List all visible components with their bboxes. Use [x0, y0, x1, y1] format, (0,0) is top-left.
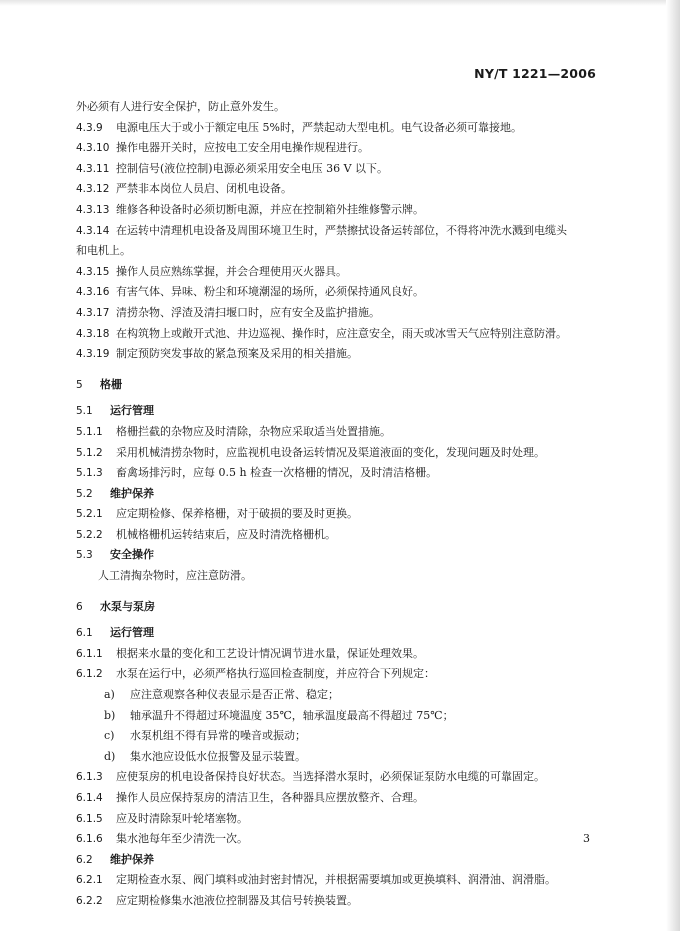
list-label: c)	[104, 729, 115, 743]
subsection-5-3-heading	[76, 545, 596, 566]
clause-text: 操作人员应熟练掌握，并会合理使用灭火器具。	[116, 264, 347, 278]
subsection-number: 5.2	[76, 487, 93, 500]
subsection-5-1-heading	[76, 401, 596, 422]
clause-text: 畜禽场排污时，应每 0.5 h 检查一次格栅的情况，及时清洁格栅。	[116, 466, 438, 480]
clause-6-1-3	[76, 767, 596, 788]
clause-6-2-2	[76, 891, 596, 912]
clause-number: 4.3.15	[76, 265, 110, 278]
subsection-number: 5.3	[76, 549, 93, 562]
subsection-number: 5.1	[76, 405, 93, 418]
spacer	[76, 365, 596, 375]
list-text: 水泵机组不得有异常的噪音或振动；	[130, 729, 306, 743]
subsection-6-2-heading	[76, 850, 596, 871]
subsection-title: 运行管理	[110, 404, 154, 418]
clause-text: 严禁非本岗位人员启、闭机电设备。	[116, 182, 292, 196]
clause-text: 有害气体、异味、粉尘和环境潮湿的场所，必须保持通风良好。	[116, 285, 424, 299]
clause-text: 定期检查水泵、阀门填料或油封密封情况，并根据需要填加或更换填料、润滑油、润滑脂。	[116, 873, 556, 887]
clause-number: 4.3.18	[76, 327, 110, 340]
list-label: a)	[104, 688, 115, 702]
clause-number: 5.1.2	[76, 446, 103, 459]
clause-4-3-17	[76, 303, 596, 324]
clause-number: 4.3.10	[76, 142, 110, 155]
clause-5-1-1	[76, 422, 596, 443]
clause-text: 集水池每年至少清洗一次。	[116, 832, 248, 846]
list-item-b	[76, 706, 596, 727]
paragraph-continuation: 外必须有人进行安全保护，防止意外发生。	[76, 100, 285, 113]
clause-text: 应定期检修、保养格栅，对于破损的要及时更换。	[116, 507, 358, 521]
subsection-title: 运行管理	[110, 626, 154, 640]
clause-5-1-2	[76, 443, 596, 464]
section-6-heading	[76, 597, 596, 618]
clause-number: 5.1.1	[76, 425, 103, 438]
clause-6-1-5	[76, 809, 596, 830]
clause-6-2-1	[76, 870, 596, 891]
section-title: 水泵与泵房	[100, 599, 155, 613]
clause-text: 操作电器开关时，应按电工安全用电操作规程进行。	[116, 141, 369, 155]
page-body	[76, 97, 596, 912]
clause-number: 6.1.2	[76, 668, 103, 681]
clause-4-3-10	[76, 138, 596, 159]
subsection-number: 6.2	[76, 853, 93, 866]
section-number: 5	[76, 378, 83, 391]
clause-6-1-4	[76, 788, 596, 809]
clause-text: 在构筑物上或敞开式池、井边巡视、操作时，应注意安全，雨天或冰雪天气应特别注意防滑。	[116, 326, 567, 340]
list-text: 轴承温升不得超过环境温度 35℃，轴承温度最高不得超过 75℃；	[130, 708, 454, 722]
clause-text: 格栅拦截的杂物应及时清除，杂物应采取适当处置措施。	[116, 424, 391, 438]
clause-number: 6.1.5	[76, 812, 103, 825]
clause-text: 机械格栅机运转结束后，应及时清洗格栅机。	[116, 527, 336, 541]
scan-top-shadow	[0, 0, 680, 6]
standard-code: NY/T 1221—2006	[474, 66, 596, 81]
subsection-5-2-heading	[76, 484, 596, 505]
clause-text: 采用机械清捞杂物时，应监视机电设备运转情况及渠道液面的变化，发现问题及时处理。	[116, 445, 545, 459]
clause-4-3-15	[76, 262, 596, 283]
list-label: d)	[104, 749, 116, 763]
clause-5-1-3	[76, 463, 596, 484]
clause-6-1-1	[76, 644, 596, 665]
scan-right-shadow	[666, 0, 680, 931]
section-title: 格栅	[100, 377, 122, 391]
clause-number: 4.3.12	[76, 183, 110, 196]
clause-text: 在运转中清理机电设备及周围环境卫生时，严禁擦拭设备运转部位，不得将冲洗水溅到电缆头	[116, 223, 567, 237]
clause-number: 5.1.3	[76, 467, 103, 480]
clause-text: 应使泵房的机电设备保持良好状态。当选择潜水泵时，必须保证泵防水电缆的可靠固定。	[116, 770, 545, 784]
list-text: 集水池应设低水位报警及显示装置。	[130, 749, 306, 763]
clause-4-3-16	[76, 282, 596, 303]
clause-number: 4.3.9	[76, 121, 103, 134]
clause-4-3-14	[76, 221, 596, 242]
clause-number: 4.3.13	[76, 203, 110, 216]
clause-number: 6.1.6	[76, 833, 103, 846]
clause-text: 清捞杂物、浮渣及清扫堰口时，应有安全及监护措施。	[116, 305, 380, 319]
clause-text: 水泵在运行中，必须严格执行巡回检查制度，并应符合下列规定：	[116, 667, 435, 681]
list-text: 应注意观察各种仪表显示是否正常、稳定；	[130, 688, 339, 702]
subsection-number: 6.1	[76, 627, 93, 640]
clause-4-3-12	[76, 179, 596, 200]
list-label: b)	[104, 708, 116, 722]
clause-number: 6.1.4	[76, 792, 103, 804]
clause-text: 电源电压大于或小于额定电压 5%时，严禁起动大型电机。电气设备必须可靠接地。	[116, 120, 522, 134]
clause-text: 根据来水量的变化和工艺设计情况调节进水量，保证处理效果。	[116, 646, 424, 660]
clause-text: 应定期检修集水池液位控制器及其信号转换装置。	[116, 893, 358, 907]
clause-text: 操作人员应保持泵房的清洁卫生，各种器具应摆放整齐、合理。	[116, 791, 424, 804]
list-item-d	[76, 747, 596, 768]
subsection-title: 维护保养	[110, 852, 154, 866]
clause-number: 6.1.1	[76, 647, 103, 660]
clause-text: 维修各种设备时必须切断电源，并应在控制箱外挂维修警示牌。	[116, 202, 424, 216]
clause-4-3-11	[76, 159, 596, 180]
clause-4-3-18	[76, 324, 596, 345]
page-number: 3	[583, 832, 590, 845]
clause-number: 4.3.11	[76, 162, 110, 175]
clause-number: 4.3.16	[76, 286, 110, 299]
clause-6-1-6	[76, 829, 596, 850]
clause-number: 5.2.1	[76, 508, 103, 521]
clause-6-1-2	[76, 664, 596, 685]
clause-4-3-14-continued: 和电机上。	[76, 244, 131, 258]
clause-4-3-19	[76, 344, 596, 365]
clause-number: 4.3.19	[76, 348, 110, 361]
clause-5-2-2	[76, 525, 596, 546]
subsection-6-1-heading	[76, 623, 596, 644]
clause-text: 控制信号(液位控制)电源必须采用安全电压 36 V 以下。	[116, 161, 389, 175]
subsection-title: 安全操作	[110, 548, 154, 562]
clause-number: 5.2.2	[76, 528, 103, 541]
clause-number: 6.2.2	[76, 894, 103, 907]
section-number: 6	[76, 600, 83, 613]
clause-number: 6.1.3	[76, 771, 103, 784]
clause-5-2-1	[76, 504, 596, 525]
clause-text: 应及时清除泵叶轮堵塞物。	[116, 811, 248, 825]
section-5-heading	[76, 375, 596, 396]
list-item-a	[76, 685, 596, 706]
spacer	[76, 587, 596, 597]
paragraph-5-3: 人工清掏杂物时，应注意防滑。	[98, 569, 252, 583]
list-item-c	[76, 726, 596, 747]
clause-number: 6.2.1	[76, 874, 103, 887]
clause-number: 4.3.14	[76, 224, 110, 237]
clause-4-3-9	[76, 118, 596, 139]
subsection-title: 维护保养	[110, 486, 154, 500]
clause-number: 4.3.17	[76, 306, 110, 319]
clause-4-3-13	[76, 200, 596, 221]
clause-text: 制定预防突发事故的紧急预案及采用的相关措施。	[116, 347, 358, 361]
